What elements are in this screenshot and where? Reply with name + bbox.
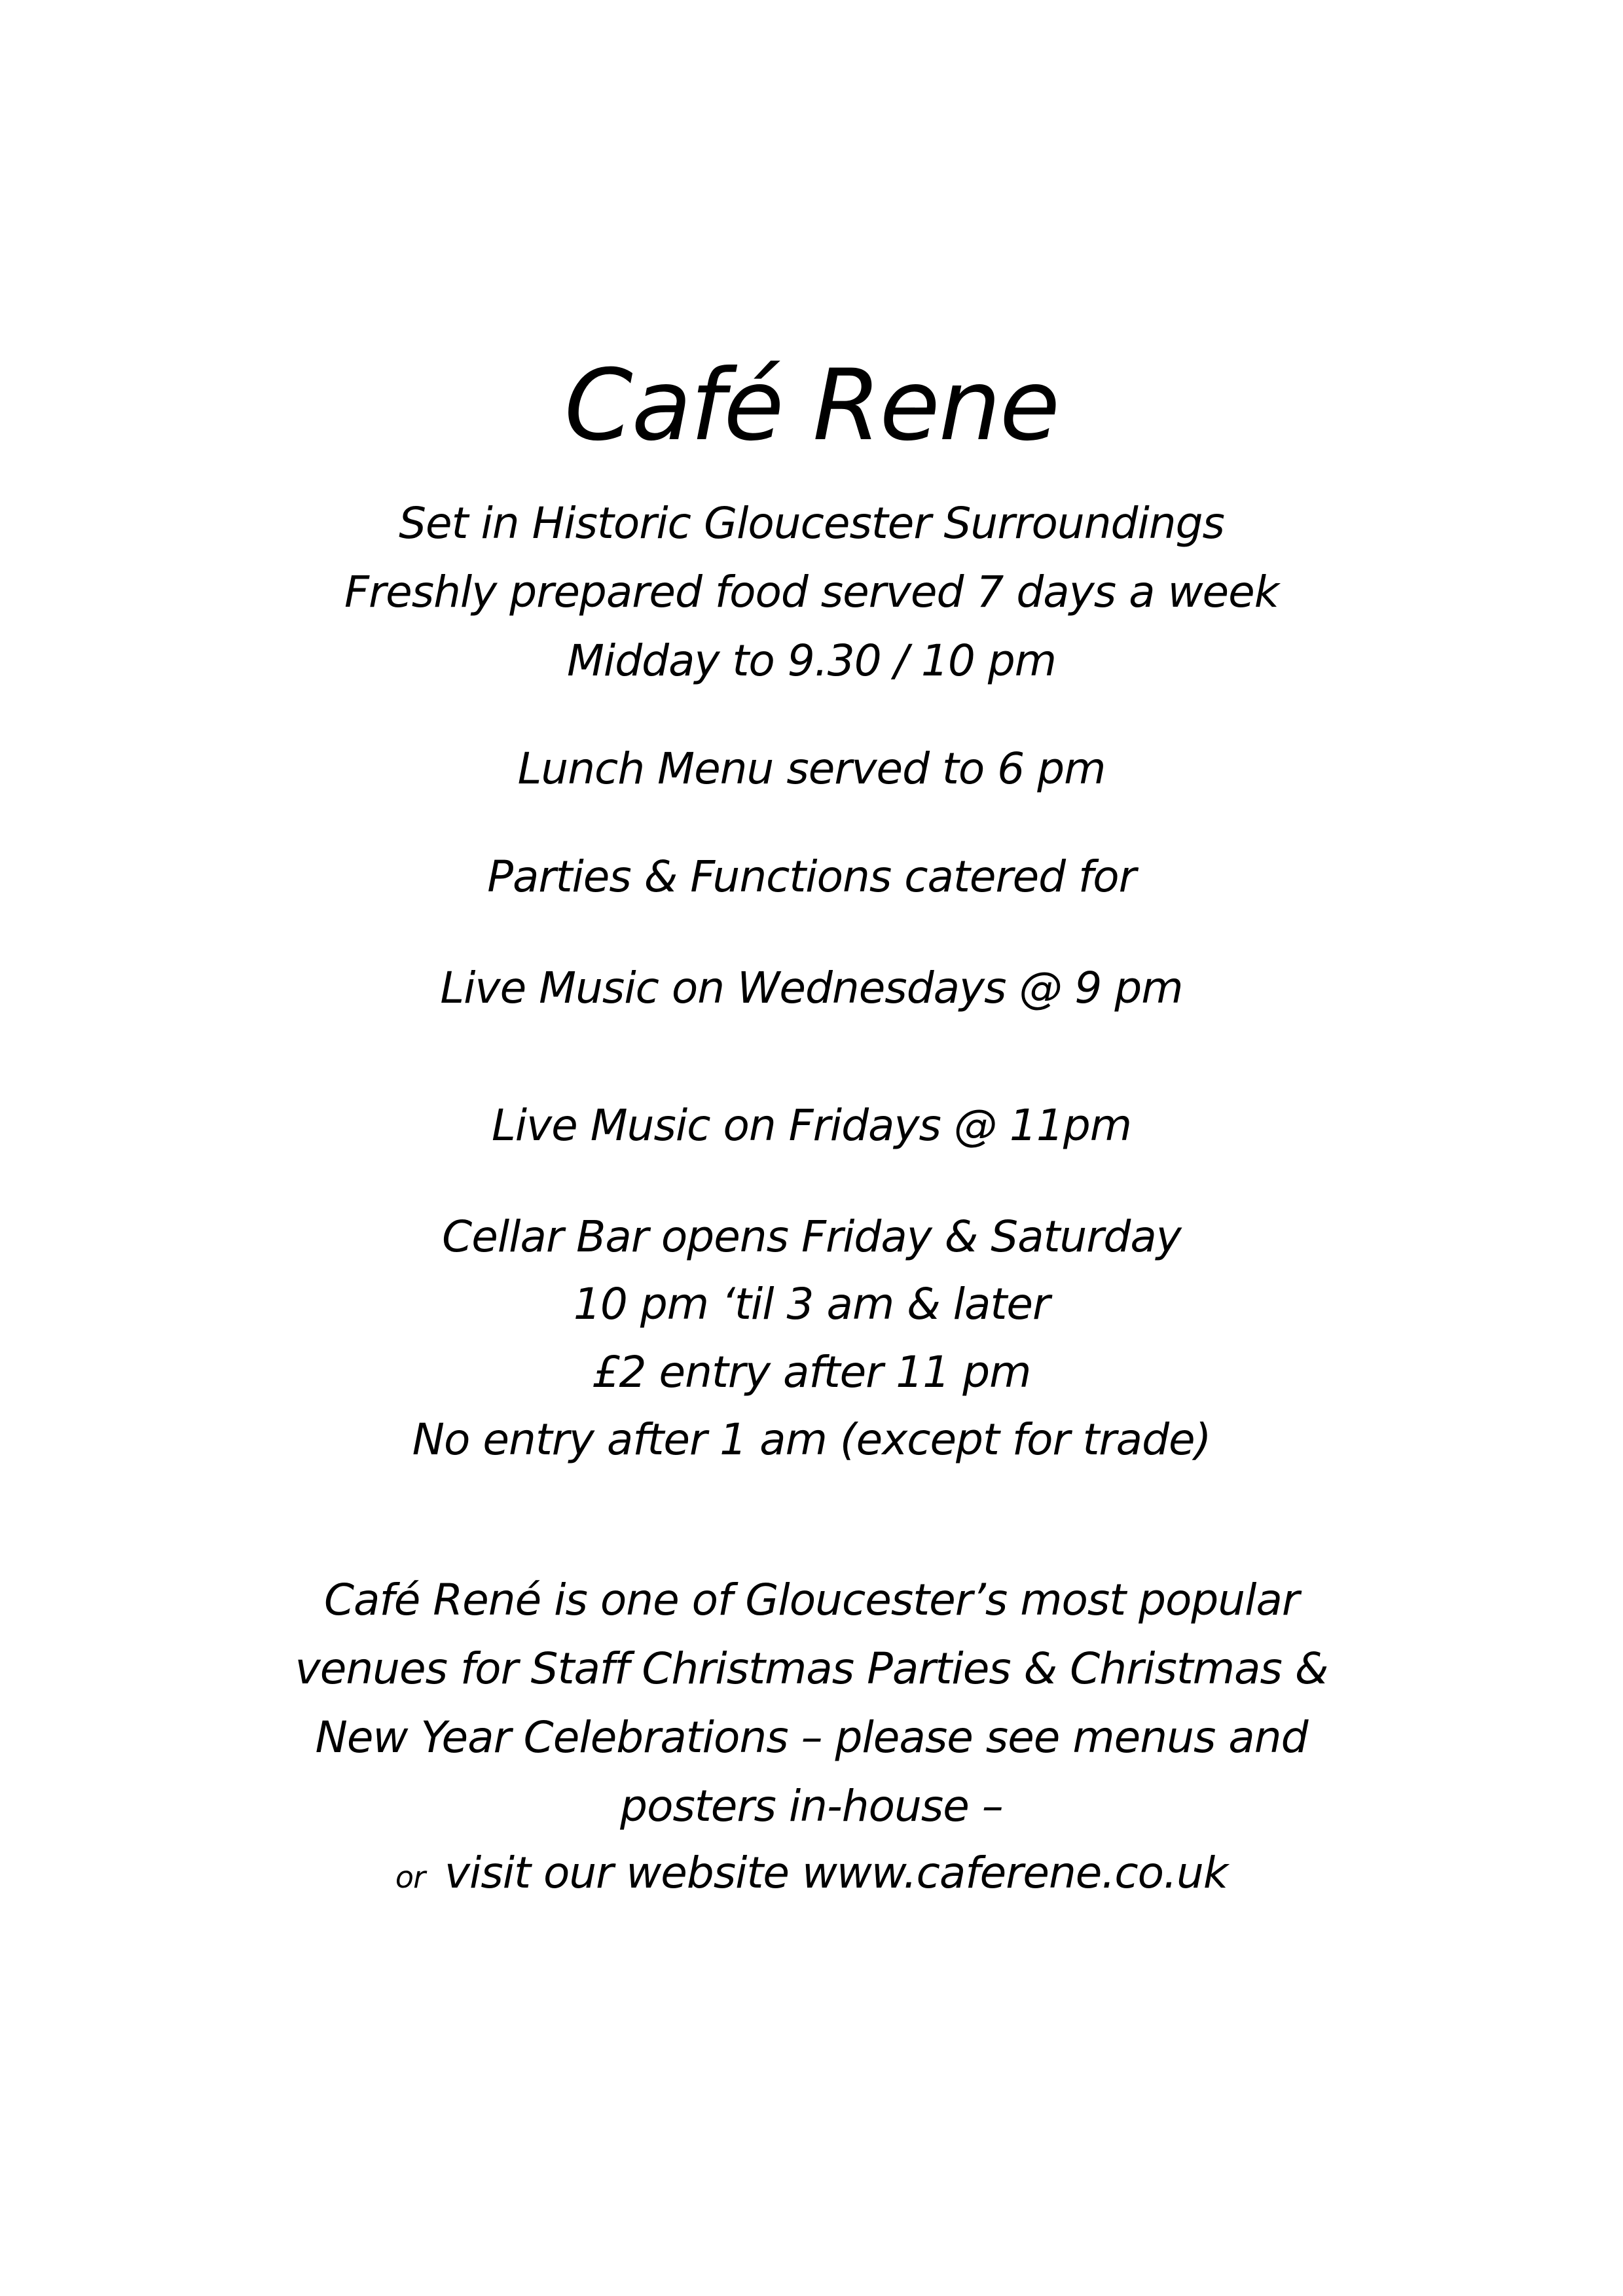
live-music-wednesday: Live Music on Wednesdays @ 9 pm — [440, 963, 1183, 1013]
website-text: visit our website — [444, 1848, 789, 1898]
cellar-bar-days: Cellar Bar opens Friday & Saturday — [442, 1211, 1181, 1262]
website-prefix: or — [395, 1859, 425, 1895]
intro-line-setting: Set in Historic Gloucester Surroundings — [399, 498, 1224, 548]
intro-line-hours: Midday to 9.30 / 10 pm — [566, 636, 1057, 686]
cellar-bar-hours: 10 pm ‘til 3 am & later — [573, 1279, 1050, 1329]
intro-line-food: Freshly prepared food served 7 days a week — [344, 567, 1279, 617]
christmas-line-2: venues for Staff Christmas Parties & Christmas & — [295, 1643, 1328, 1694]
parties-line: Parties & Functions catered for — [487, 852, 1136, 902]
lunch-menu-line: Lunch Menu served to 6 pm — [517, 744, 1106, 794]
christmas-line-1: Café René is one of Gloucester’s most popular — [323, 1575, 1300, 1625]
cellar-bar-entry-fee: £2 entry after 11 pm — [592, 1347, 1031, 1397]
christmas-line-3: New Year Celebrations – please see menus and — [315, 1712, 1308, 1763]
website-line — [0, 1840, 1623, 1910]
live-music-friday: Live Music on Fridays @ 11pm — [491, 1100, 1132, 1151]
website-link[interactable]: www.caferene.co.uk — [801, 1848, 1228, 1898]
cellar-bar-entry-limit: No entry after 1 am (except for trade) — [412, 1414, 1211, 1465]
christmas-line-4: posters in-house – — [620, 1781, 1003, 1831]
page-title: Café Rene — [564, 349, 1059, 463]
